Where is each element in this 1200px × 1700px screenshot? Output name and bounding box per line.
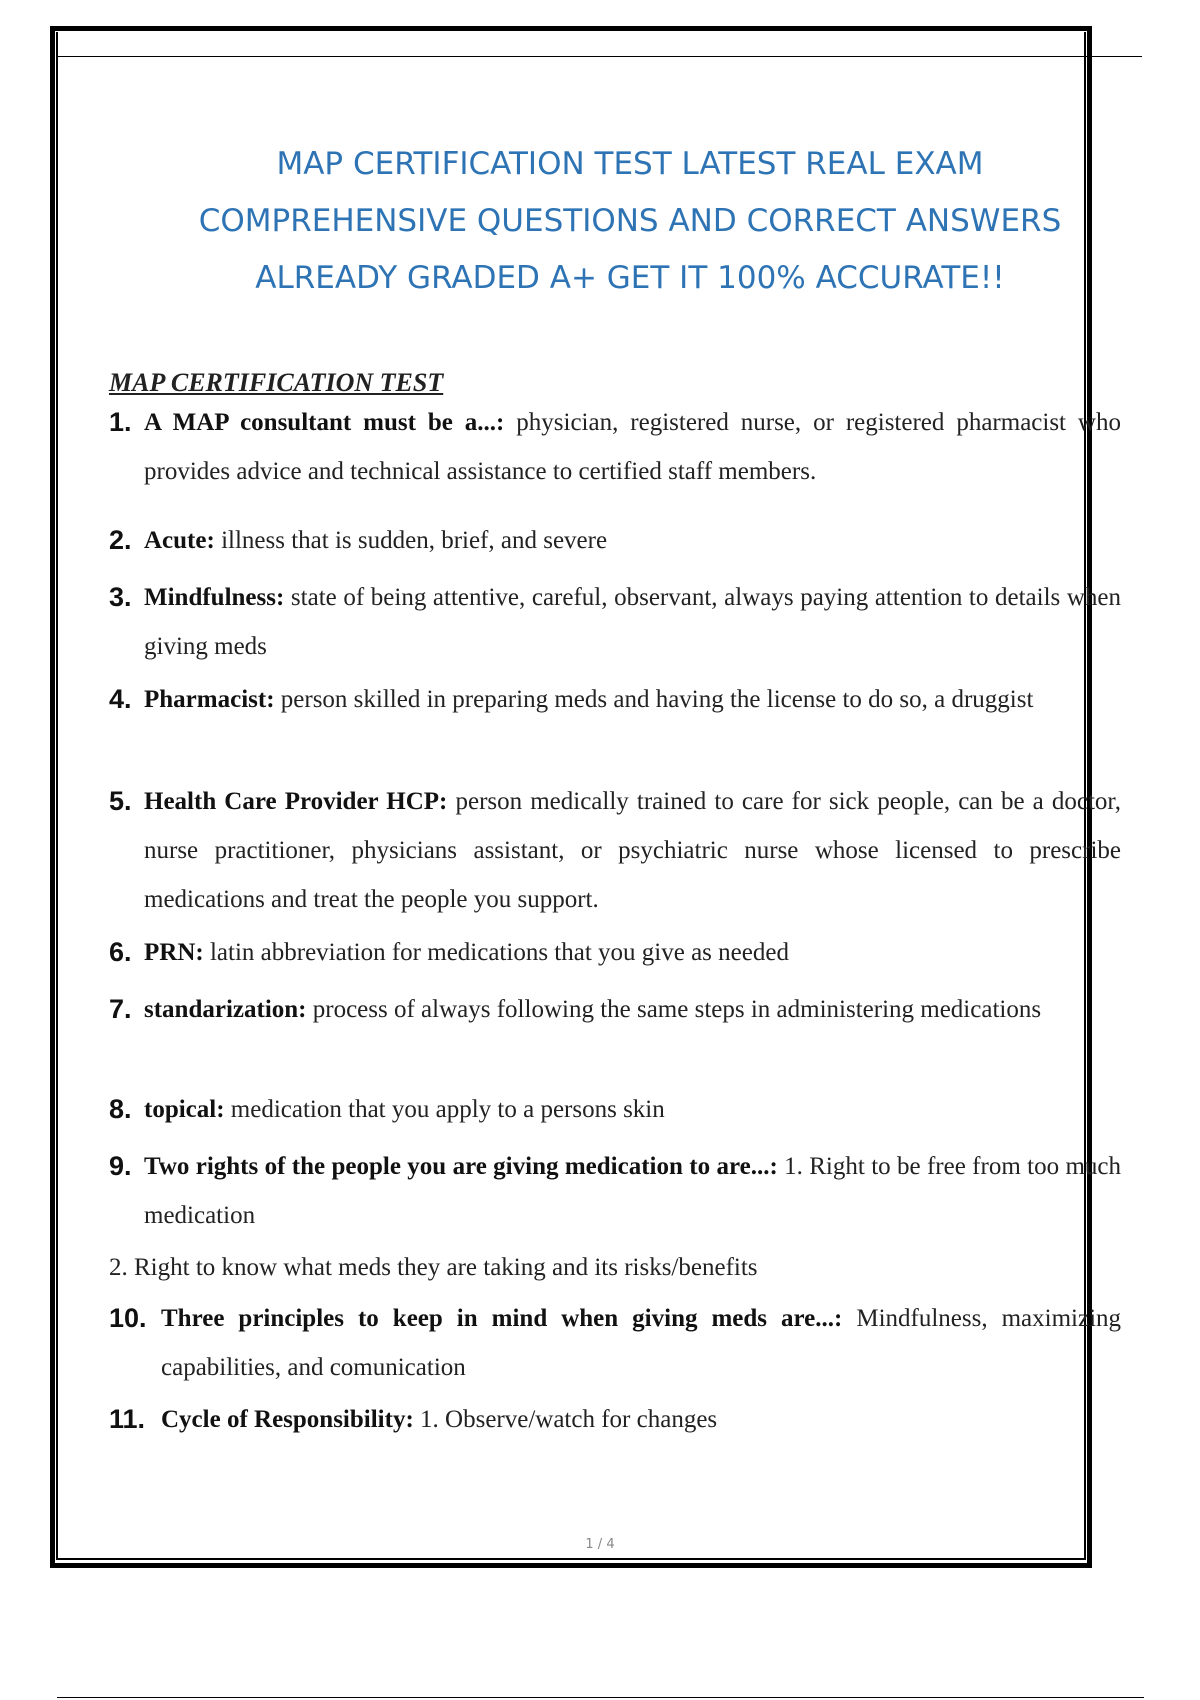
- item-number: 8.: [109, 1094, 132, 1124]
- page-number: 1 / 4: [585, 1537, 615, 1552]
- header-rule: [57, 56, 1142, 57]
- qa-item: [109, 1142, 1121, 1240]
- item-number: 10.: [109, 1303, 147, 1333]
- item-term: A MAP consultant must be a...:: [144, 409, 505, 436]
- item-number: 9.: [109, 1151, 132, 1181]
- item-term: Two rights of the people you are giving medication to are...:: [144, 1153, 778, 1180]
- qa-item: [109, 516, 1121, 565]
- item-term: Cycle of Responsibility:: [161, 1406, 414, 1433]
- item-definition: person skilled in preparing meds and having the license to do so, a druggist: [280, 686, 1034, 713]
- title-line: MAP CERTIFICATION TEST LATEST REAL EXAM: [276, 146, 984, 182]
- item-number: 2.: [109, 525, 132, 555]
- item-continuation: 2. Right to know what meds they are taking and its risks/benefits: [109, 1254, 758, 1281]
- qa-item: [109, 1085, 1121, 1134]
- item-term: Three principles to keep in mind when giving meds are...:: [161, 1305, 843, 1332]
- item-definition: person medically trained to care for sick people, can be a doctor, nurse practitioner, physicians assistant, or psychiatric nurse whose licensed to prescribe medications and treat the people you support.: [144, 788, 1121, 913]
- qa-item: [109, 928, 1121, 977]
- item-number: 5.: [109, 786, 132, 816]
- title-line: ALREADY GRADED A+ GET IT 100% ACCURATE!!: [255, 260, 1005, 296]
- item-term: Pharmacist:: [144, 686, 275, 713]
- item-term: standarization:: [144, 996, 307, 1023]
- item-number: 1.: [109, 407, 132, 437]
- section-heading: MAP CERTIFICATION TEST: [109, 368, 444, 397]
- item-term: Health Care Provider HCP:: [144, 788, 448, 815]
- footer-rule: [57, 1697, 1144, 1698]
- item-number: 4.: [109, 684, 132, 714]
- qa-item: [109, 398, 1121, 496]
- item-term: Mindfulness:: [144, 584, 285, 611]
- title-line: COMPREHENSIVE QUESTIONS AND CORRECT ANSWERS: [198, 203, 1062, 239]
- item-definition: physician, registered nurse, or registered pharmacist who provides advice and technical assistance to certified staff members.: [144, 409, 1121, 485]
- item-definition: illness that is sudden, brief, and severe: [221, 527, 608, 554]
- item-term: topical:: [144, 1096, 225, 1123]
- qa-item: [109, 777, 1121, 924]
- qa-item: [109, 1395, 1121, 1444]
- item-definition: 1. Observe/watch for changes: [420, 1406, 718, 1433]
- item-definition: latin abbreviation for medications that you give as needed: [209, 939, 789, 966]
- item-definition: medication that you apply to a persons skin: [230, 1096, 665, 1123]
- item-term: PRN:: [144, 939, 204, 966]
- item-number: 3.: [109, 582, 132, 612]
- item-number: 7.: [109, 994, 132, 1024]
- document-title: [110, 136, 1150, 307]
- item-number: 11.: [109, 1404, 146, 1434]
- qa-item: [109, 675, 1121, 724]
- item-definition: state of being attentive, careful, observant, always paying attention to details when giving meds: [144, 584, 1121, 660]
- item-definition: Mindfulness, maximizing capabilities, and comunication: [161, 1305, 1122, 1381]
- item-definition: process of always following the same steps in administering medications: [312, 996, 1042, 1023]
- qa-item: [109, 985, 1121, 1034]
- qa-item: [109, 1294, 1121, 1392]
- item-number: 6.: [109, 937, 132, 967]
- item-term: Acute:: [144, 527, 215, 554]
- qa-item: [109, 573, 1121, 671]
- item-definition: 1. Right to be free from too much medication: [144, 1153, 1121, 1229]
